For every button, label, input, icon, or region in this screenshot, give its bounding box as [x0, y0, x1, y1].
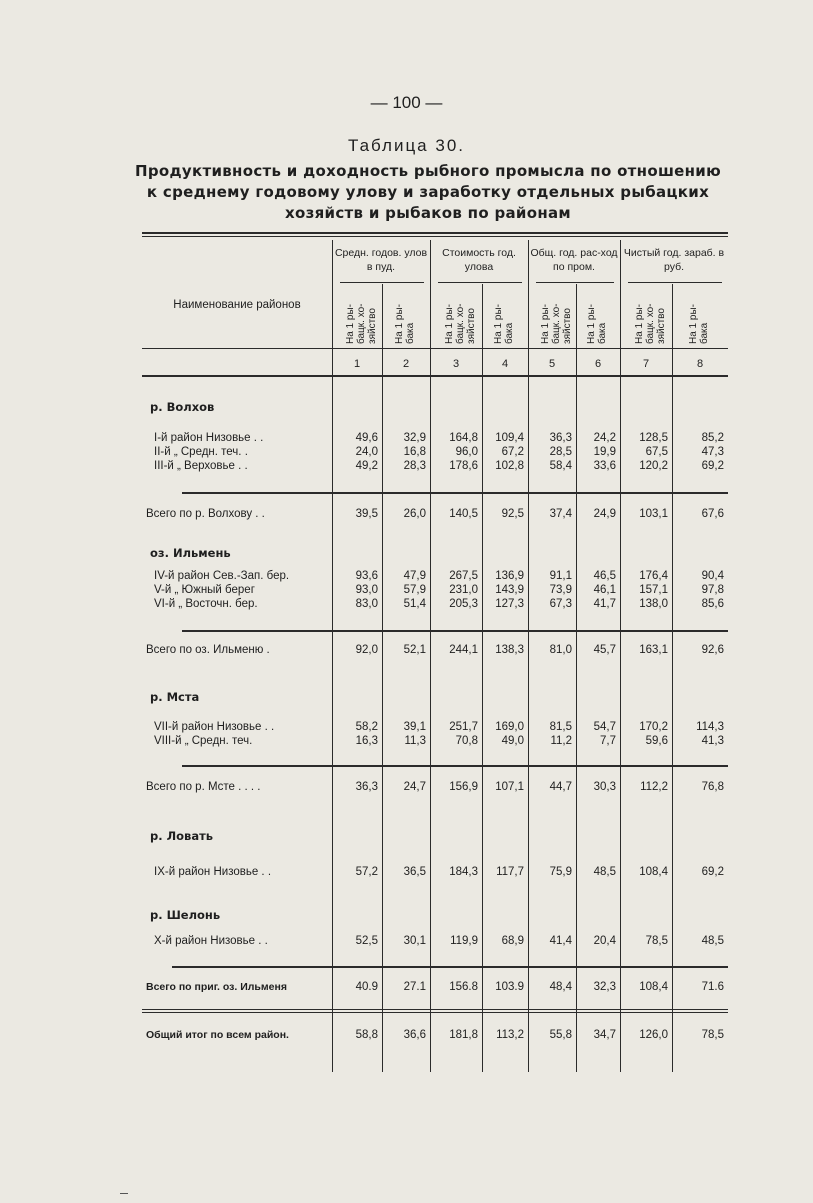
data-cell: 75,9	[549, 866, 572, 878]
column-subheader: На 1 ры-бака	[394, 304, 416, 344]
data-cell: 156,9	[449, 781, 478, 793]
data-cell: 49,2	[355, 460, 378, 472]
data-cell: 49,6	[355, 432, 378, 444]
data-cell: 113,2	[496, 1029, 524, 1041]
data-cell: 69,2	[701, 460, 724, 472]
section-separator	[182, 765, 728, 767]
data-cell: 67,3	[549, 598, 572, 610]
data-cell: 81,0	[549, 644, 572, 656]
column-index: 8	[696, 358, 704, 370]
data-cell: 178,6	[449, 460, 478, 472]
column-divider	[672, 284, 673, 1072]
column-index: 3	[452, 358, 460, 370]
row-name: VII-й район Низовье . .	[154, 721, 275, 733]
row-name: IV-й район Сев.-Зап. бер.	[154, 570, 290, 582]
section-total-name: Всего по р. Мсте . . . .	[146, 781, 261, 793]
group-underline	[536, 282, 614, 283]
data-cell: 67,2	[501, 446, 524, 458]
data-cell: 55,8	[549, 1029, 572, 1041]
column-subheader: На 1 ры-бацк. хо-зяйство	[540, 303, 573, 344]
data-cell: 119,9	[450, 935, 478, 947]
data-cell: 41,3	[701, 735, 724, 747]
data-cell: 49,0	[501, 735, 524, 747]
data-cell: 67,6	[701, 508, 724, 520]
data-cell: 24,9	[593, 508, 616, 520]
data-cell: 68,9	[501, 935, 524, 947]
data-cell: 184,3	[449, 866, 478, 878]
data-cell: 157,1	[639, 584, 668, 596]
column-divider	[482, 284, 483, 1072]
data-cell: 58,2	[355, 721, 378, 733]
grand-total-rule	[142, 1012, 728, 1013]
table-title: Продуктивность и доходность рыбного промысла по отношению к среднему годовому улову и заработку отдельных рыбацких хозяйств и рыбаков по районам	[134, 162, 721, 222]
data-table	[142, 232, 728, 1072]
data-cell: 30,3	[593, 781, 616, 793]
top-rule	[142, 232, 728, 234]
header-bottom-rule	[142, 375, 728, 377]
top-rule	[142, 236, 728, 237]
data-cell: 16,3	[355, 735, 378, 747]
column-subheader: На 1 ры-бака	[493, 304, 515, 344]
data-cell: 26,0	[403, 508, 426, 520]
data-cell: 36,3	[355, 781, 378, 793]
data-cell: 92,0	[355, 644, 378, 656]
column-index: 4	[501, 358, 509, 370]
data-cell: 109,4	[495, 432, 524, 444]
grand-total-name: Общий итог по всем район.	[146, 1029, 289, 1041]
grand-total-rule	[142, 1009, 728, 1010]
data-cell: 36,5	[403, 866, 426, 878]
data-cell: 163,1	[639, 644, 668, 656]
data-cell: 112,2	[640, 781, 668, 793]
data-cell: 205,3	[449, 598, 478, 610]
row-name: X-й район Низовье . .	[154, 935, 268, 947]
data-cell: 156.8	[449, 981, 478, 993]
data-cell: 58,8	[355, 1029, 378, 1041]
data-cell: 24,0	[355, 446, 378, 458]
data-cell: 92,6	[701, 644, 724, 656]
data-cell: 24,7	[403, 781, 426, 793]
data-cell: 108,4	[639, 981, 668, 993]
data-cell: 78,5	[701, 1029, 724, 1041]
data-cell: 28,5	[549, 446, 572, 458]
data-cell: 19,9	[593, 446, 616, 458]
data-cell: 33,6	[593, 460, 616, 472]
data-cell: 93,6	[355, 570, 378, 582]
data-cell: 70,8	[455, 735, 478, 747]
column-subheader: На 1 ры-бака	[586, 304, 608, 344]
section-total-name: Всего по р. Волхову . .	[146, 508, 265, 520]
data-cell: 47,9	[403, 570, 426, 582]
row-name: IX-й район Низовье . .	[154, 866, 272, 878]
data-cell: 114,3	[696, 721, 724, 733]
data-cell: 11,3	[404, 735, 426, 747]
data-cell: 244,1	[449, 644, 478, 656]
data-cell: 117,7	[496, 866, 524, 878]
data-cell: 85,6	[701, 598, 724, 610]
data-cell: 30,1	[403, 935, 426, 947]
group-underline	[628, 282, 722, 283]
column-group-header: Стоимость год. улова	[442, 247, 516, 273]
data-cell: 20,4	[593, 935, 616, 947]
data-cell: 251,7	[449, 721, 478, 733]
data-cell: 81,5	[549, 721, 572, 733]
data-cell: 54,7	[593, 721, 616, 733]
data-cell: 176,4	[639, 570, 668, 582]
data-cell: 103.9	[495, 981, 524, 993]
data-cell: 41,4	[549, 935, 572, 947]
row-name: III-й „ Верховье . .	[154, 460, 248, 472]
section-total-name: Всего по оз. Ильменю .	[146, 644, 270, 656]
column-group-header: Общ. год. рас-ход по пром.	[530, 247, 618, 273]
column-index: 6	[594, 358, 602, 370]
column-group-header: Чистый год. зараб. в руб.	[623, 247, 725, 273]
data-cell: 58,4	[549, 460, 572, 472]
column-subheader: На 1 ры-бацк. хо-зяйство	[634, 303, 667, 344]
data-cell: 91,1	[549, 570, 572, 582]
column-divider	[620, 240, 621, 1072]
column-divider	[528, 240, 529, 1072]
data-cell: 76,8	[701, 781, 724, 793]
column-divider	[430, 240, 431, 1072]
row-name: VI-й „ Восточн. бер.	[154, 598, 258, 610]
data-cell: 138,3	[495, 644, 524, 656]
data-cell: 48,5	[701, 935, 724, 947]
data-cell: 143,9	[495, 584, 524, 596]
section-heading: р. Мста	[150, 690, 200, 704]
data-cell: 36,3	[549, 432, 572, 444]
data-cell: 71.6	[701, 981, 724, 993]
data-cell: 16,8	[403, 446, 426, 458]
data-cell: 48,5	[593, 866, 616, 878]
column-index: 1	[353, 358, 361, 370]
data-cell: 28,3	[403, 460, 426, 472]
data-cell: 57,2	[355, 866, 378, 878]
data-cell: 41,7	[593, 598, 616, 610]
group-underline	[340, 282, 424, 283]
data-cell: 93,0	[355, 584, 378, 596]
data-cell: 69,2	[701, 866, 724, 878]
column-index: 7	[642, 358, 650, 370]
data-cell: 126,0	[639, 1029, 668, 1041]
row-name: VIII-й „ Средн. теч.	[154, 735, 253, 747]
data-cell: 37,4	[549, 508, 572, 520]
section-heading: р. Волхов	[150, 400, 215, 414]
section-separator	[182, 492, 728, 494]
index-rule	[142, 348, 728, 349]
data-cell: 24,2	[593, 432, 616, 444]
page-smear	[120, 1193, 128, 1194]
data-cell: 48,4	[549, 981, 572, 993]
data-cell: 11,2	[550, 735, 572, 747]
data-cell: 36,6	[403, 1029, 426, 1041]
data-cell: 170,2	[639, 721, 668, 733]
data-cell: 108,4	[639, 866, 668, 878]
section-heading: р. Шелонь	[150, 908, 221, 922]
row-name: V-й „ Южный берег	[154, 584, 255, 596]
data-cell: 51,4	[403, 598, 426, 610]
data-cell: 47,3	[701, 446, 724, 458]
page-number: — 100 —	[370, 93, 443, 112]
data-cell: 39,1	[403, 721, 426, 733]
data-cell: 92,5	[501, 508, 524, 520]
name-column-header: Наименование районов	[173, 299, 301, 311]
grand-total-rule	[172, 966, 728, 968]
data-cell: 267,5	[449, 570, 478, 582]
data-cell: 46,1	[593, 584, 616, 596]
data-cell: 40.9	[355, 981, 378, 993]
data-cell: 231,0	[449, 584, 478, 596]
section-heading: оз. Ильмень	[150, 546, 231, 560]
data-cell: 138,0	[639, 598, 668, 610]
data-cell: 67,5	[645, 446, 668, 458]
data-cell: 27.1	[403, 981, 426, 993]
data-cell: 136,9	[495, 570, 524, 582]
data-cell: 57,9	[403, 584, 426, 596]
table-caption: Таблица 30.	[347, 136, 465, 155]
data-cell: 120,2	[639, 460, 668, 472]
data-cell: 103,1	[639, 508, 668, 520]
column-subheader: На 1 ры-бака	[688, 304, 710, 344]
data-cell: 39,5	[355, 508, 378, 520]
data-cell: 128,5	[639, 432, 668, 444]
column-divider	[576, 284, 577, 1072]
grand-total-name: Всего по приг. оз. Ильменя	[146, 981, 287, 993]
row-name: I-й район Низовье . .	[154, 432, 264, 444]
data-cell: 52,1	[403, 644, 426, 656]
section-heading: р. Ловать	[150, 829, 214, 843]
column-group-header: Средн. годов. улов в пуд.	[334, 247, 428, 273]
data-cell: 140,5	[449, 508, 478, 520]
data-cell: 46,5	[593, 570, 616, 582]
data-cell: 97,8	[701, 584, 724, 596]
data-cell: 107,1	[495, 781, 524, 793]
column-divider	[332, 240, 333, 1072]
data-cell: 59,6	[645, 735, 668, 747]
data-cell: 164,8	[449, 432, 478, 444]
data-cell: 83,0	[355, 598, 378, 610]
data-cell: 169,0	[495, 721, 524, 733]
data-cell: 102,8	[495, 460, 524, 472]
data-cell: 127,3	[495, 598, 524, 610]
data-cell: 78,5	[645, 935, 668, 947]
row-name: II-й „ Средн. теч. .	[154, 446, 248, 458]
data-cell: 44,7	[549, 781, 572, 793]
data-cell: 73,9	[549, 584, 572, 596]
column-divider	[382, 284, 383, 1072]
data-cell: 181,8	[449, 1029, 478, 1041]
column-subheader: На 1 ры-бацк. хо-зяйство	[345, 303, 378, 344]
column-index: 5	[548, 358, 556, 370]
section-separator	[182, 630, 728, 632]
data-cell: 32,3	[593, 981, 616, 993]
data-cell: 96,0	[455, 446, 478, 458]
data-cell: 34,7	[593, 1029, 616, 1041]
data-cell: 32,9	[403, 432, 426, 444]
group-underline	[438, 282, 522, 283]
data-cell: 45,7	[593, 644, 616, 656]
data-cell: 90,4	[701, 570, 724, 582]
column-subheader: На 1 ры-бацк. хо-зяйство	[444, 303, 477, 344]
data-cell: 85,2	[701, 432, 724, 444]
data-cell: 7,7	[600, 735, 616, 747]
data-cell: 52,5	[355, 935, 378, 947]
column-index: 2	[402, 358, 410, 370]
